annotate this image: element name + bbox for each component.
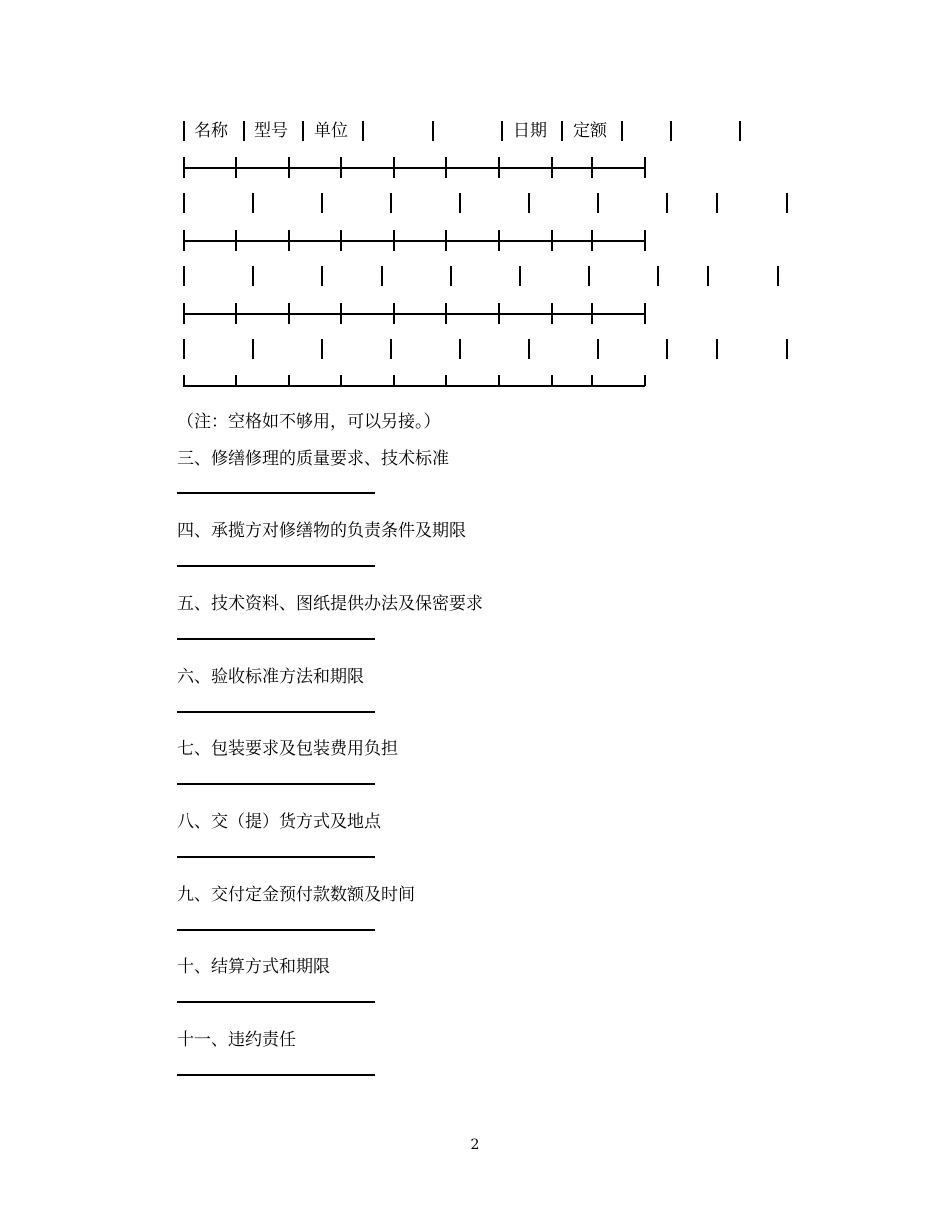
- fill-in-blank-line: [177, 638, 375, 640]
- separator-tick: [445, 303, 447, 324]
- separator-tick: [183, 303, 185, 324]
- header-cell-quota: 定额: [573, 121, 607, 141]
- separator-tick: [340, 375, 342, 386]
- separator-tick: [393, 230, 395, 251]
- separator-tick: [591, 230, 593, 251]
- section-heading-4: 四、承揽方对修缮物的负责条件及期限: [177, 521, 466, 541]
- separator-tick: [183, 157, 185, 178]
- table-border: [707, 266, 709, 286]
- separator-tick: [340, 303, 342, 324]
- fill-in-blank-line: [177, 856, 375, 858]
- fill-in-blank-line: [177, 929, 375, 931]
- table-border: [621, 121, 623, 141]
- table-border: [657, 266, 659, 286]
- table-border: [321, 193, 323, 213]
- separator-tick: [288, 230, 290, 251]
- section-heading-11: 十一、违约责任: [177, 1030, 296, 1050]
- separator-tick: [498, 375, 500, 386]
- table-border: [183, 266, 185, 286]
- table-border: [321, 266, 323, 286]
- table-border: [459, 193, 461, 213]
- section-heading-6: 六、验收标准方法和期限: [177, 667, 364, 687]
- separator-tick: [340, 157, 342, 178]
- separator-tick: [644, 230, 646, 251]
- table-border: [739, 121, 741, 141]
- table-border: [381, 266, 383, 286]
- separator-tick: [498, 230, 500, 251]
- section-heading-10: 十、结算方式和期限: [177, 957, 330, 977]
- table-border: [390, 193, 392, 213]
- separator-tick: [591, 375, 593, 386]
- separator-tick: [288, 303, 290, 324]
- table-border: [302, 121, 304, 141]
- table-border: [786, 193, 788, 213]
- separator-tick: [183, 375, 185, 386]
- separator-tick: [235, 157, 237, 178]
- separator-tick: [551, 303, 553, 324]
- separator-line: [183, 385, 645, 387]
- table-border: [666, 193, 668, 213]
- table-border: [183, 193, 185, 213]
- separator-tick: [644, 375, 646, 386]
- table-border: [666, 339, 668, 359]
- table-border: [252, 339, 254, 359]
- separator-tick: [644, 303, 646, 324]
- table-border: [670, 121, 672, 141]
- table-border: [716, 339, 718, 359]
- table-border: [528, 339, 530, 359]
- table-border: [362, 121, 364, 141]
- fill-in-blank-line: [177, 492, 375, 494]
- separator-tick: [591, 157, 593, 178]
- table-border: [390, 339, 392, 359]
- header-cell-name: 名称: [194, 121, 228, 141]
- separator-tick: [644, 157, 646, 178]
- separator-tick: [235, 230, 237, 251]
- table-border: [588, 266, 590, 286]
- separator-tick: [288, 375, 290, 386]
- table-border: [450, 266, 452, 286]
- table-note: （注：空格如不够用，可以另接。）: [177, 412, 441, 432]
- section-heading-7: 七、包装要求及包装费用负担: [177, 739, 398, 759]
- fill-in-blank-line: [177, 711, 375, 713]
- table-border: [777, 266, 779, 286]
- table-border: [243, 121, 245, 141]
- separator-line: [183, 240, 645, 242]
- table-border: [459, 339, 461, 359]
- table-border: [716, 193, 718, 213]
- table-border: [786, 339, 788, 359]
- separator-tick: [551, 375, 553, 386]
- fill-in-blank-line: [177, 565, 375, 567]
- table-border: [432, 121, 434, 141]
- separator-line: [183, 167, 645, 169]
- table-border: [183, 339, 185, 359]
- separator-tick: [551, 157, 553, 178]
- fill-in-blank-line: [177, 783, 375, 785]
- header-cell-date: 日期: [513, 121, 547, 141]
- section-heading-8: 八、交（提）货方式及地点: [177, 812, 381, 832]
- table-border: [528, 193, 530, 213]
- separator-tick: [445, 157, 447, 178]
- separator-tick: [393, 157, 395, 178]
- separator-tick: [551, 230, 553, 251]
- section-heading-9: 九、交付定金预付款数额及时间: [177, 885, 415, 905]
- separator-tick: [340, 230, 342, 251]
- table-border: [252, 266, 254, 286]
- table-border: [597, 193, 599, 213]
- section-heading-3: 三、修缮修理的质量要求、技术标准: [177, 449, 449, 469]
- table-border: [519, 266, 521, 286]
- fill-in-blank-line: [177, 1001, 375, 1003]
- separator-tick: [393, 375, 395, 386]
- table-border: [501, 121, 503, 141]
- table-border: [561, 121, 563, 141]
- separator-tick: [235, 303, 237, 324]
- separator-tick: [498, 303, 500, 324]
- separator-line: [183, 313, 645, 315]
- separator-tick: [445, 230, 447, 251]
- header-cell-unit: 单位: [314, 121, 348, 141]
- separator-tick: [288, 157, 290, 178]
- table-border: [321, 339, 323, 359]
- separator-tick: [183, 230, 185, 251]
- fill-in-blank-line: [177, 1074, 375, 1076]
- separator-tick: [498, 157, 500, 178]
- separator-tick: [393, 303, 395, 324]
- page-number: 2: [470, 1137, 480, 1153]
- separator-tick: [445, 375, 447, 386]
- section-heading-5: 五、技术资料、图纸提供办法及保密要求: [177, 594, 483, 614]
- separator-tick: [235, 375, 237, 386]
- table-border: [597, 339, 599, 359]
- table-border: [183, 121, 185, 141]
- table-border: [252, 193, 254, 213]
- separator-tick: [591, 303, 593, 324]
- header-cell-model: 型号: [254, 121, 288, 141]
